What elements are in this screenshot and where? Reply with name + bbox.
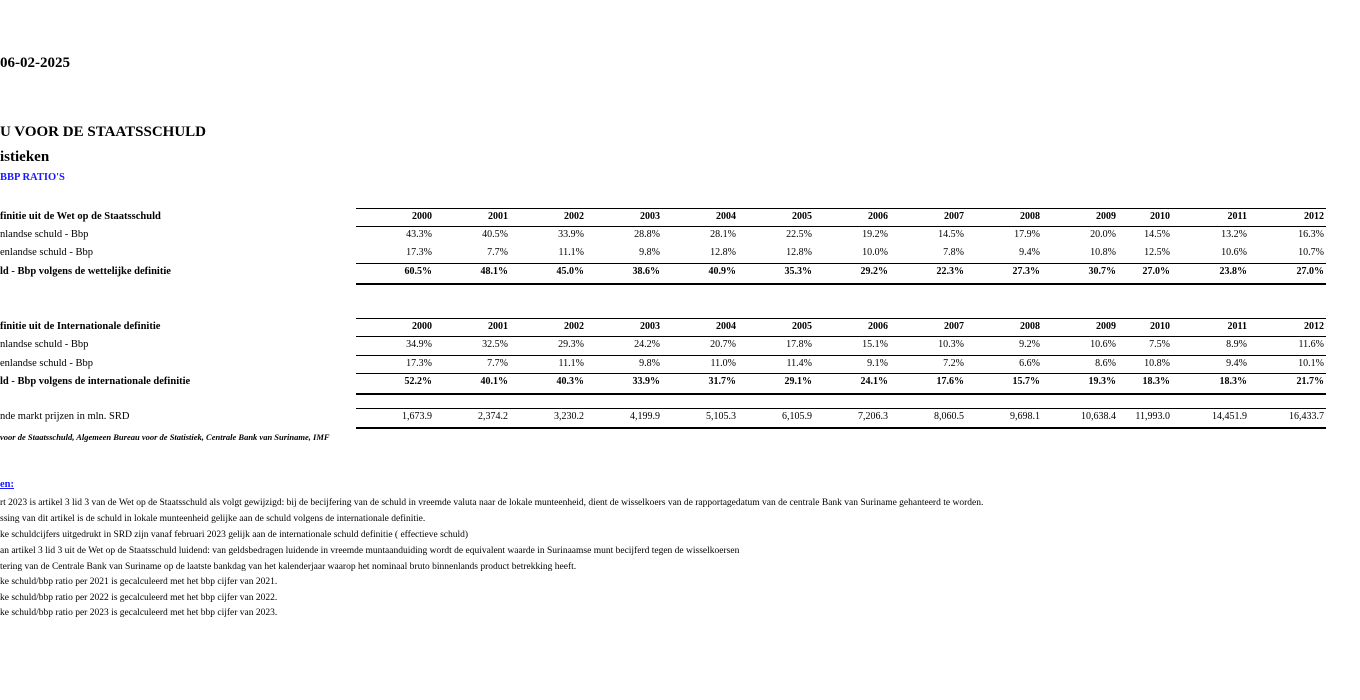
table-cell: 7.8% <box>943 247 964 258</box>
section2-bottom-rule <box>356 393 1326 395</box>
table-cell: 2008 <box>1020 321 1040 332</box>
report-title: U VOOR DE STAATSSCHULD <box>0 124 206 140</box>
section2-header-label: finitie uit de Internationale definitie <box>0 321 161 332</box>
table-cell: 9.1% <box>867 358 888 369</box>
table-cell: 43.3% <box>406 229 432 240</box>
table-cell: 6,105.9 <box>782 411 812 422</box>
table-cell: 2006 <box>868 321 888 332</box>
table-cell: 7,206.3 <box>858 411 888 422</box>
table-cell: 16.3% <box>1298 229 1324 240</box>
row-label: nlandse schuld - Bbp <box>0 229 89 240</box>
table-cell: 24.2% <box>634 339 660 350</box>
table-cell: 10.8% <box>1090 247 1116 258</box>
table-cell: 2003 <box>640 211 660 222</box>
table-cell: 16,433.7 <box>1289 411 1324 422</box>
table-cell: 2011 <box>1227 321 1247 332</box>
note-line: ke schuld/bbp ratio per 2022 is gecalculeerd met het bbp cijfer van 2022. <box>0 593 278 603</box>
table-cell: 34.9% <box>406 339 432 350</box>
table-cell: 17.9% <box>1014 229 1040 240</box>
table-cell: 33.9% <box>632 376 660 387</box>
table-cell: 22.3% <box>936 266 964 277</box>
report-date: 06-02-2025 <box>0 55 70 71</box>
table-cell: 17.3% <box>406 358 432 369</box>
note-line: ssing van dit artikel is de schuld in lokale munteenheid gelijke aan de schuld volgens de internationale definitie. <box>0 514 426 524</box>
table-cell: 2004 <box>716 211 736 222</box>
table-cell: 2007 <box>944 211 964 222</box>
table-cell: 19.2% <box>862 229 888 240</box>
table-cell: 2,374.2 <box>478 411 508 422</box>
table-cell: 29.1% <box>784 376 812 387</box>
table-cell: 8.6% <box>1095 358 1116 369</box>
section1-total-rule <box>356 263 1326 264</box>
section1-bottom-rule <box>356 283 1326 285</box>
table-cell: 18.3% <box>1142 376 1170 387</box>
table-cell: 2012 <box>1304 211 1324 222</box>
section2-header-rule <box>356 336 1326 337</box>
row-label: enlandse schuld - Bbp <box>0 247 94 258</box>
table-cell: 11.0% <box>710 358 736 369</box>
table-cell: 2005 <box>792 211 812 222</box>
table-cell: 24.1% <box>860 376 888 387</box>
row-label: enlandse schuld - Bbp <box>0 358 94 369</box>
table-cell: 5,105.3 <box>706 411 736 422</box>
table-cell: 28.8% <box>634 229 660 240</box>
table-cell: 45.0% <box>556 266 584 277</box>
table-cell: 2010 <box>1150 211 1170 222</box>
note-line: ke schuldcijfers uitgedrukt in SRD zijn vanaf februari 2023 gelijk aan de internationale schuld definitie ( effectieve schuld) <box>0 530 469 540</box>
section2-total-rule <box>356 373 1326 374</box>
table-row <box>0 229 1360 247</box>
gdp-label: nde markt prijzen in mln. SRD <box>0 411 130 422</box>
table-cell: 2012 <box>1304 321 1324 332</box>
table-cell: 10.8% <box>1144 358 1170 369</box>
table-cell: 2000 <box>412 321 432 332</box>
table-cell: 8.9% <box>1226 339 1247 350</box>
table-cell: 2007 <box>944 321 964 332</box>
table-cell: 2005 <box>792 321 812 332</box>
section1-top-rule <box>356 208 1326 209</box>
table-cell: 11,993.0 <box>1135 411 1170 422</box>
table-cell: 15.7% <box>1012 376 1040 387</box>
table-cell: 2009 <box>1096 211 1116 222</box>
table-cell: 9.2% <box>1019 339 1040 350</box>
total-label: ld - Bbp volgens de internationale definitie <box>0 376 191 387</box>
section1-total-row <box>0 266 1360 284</box>
table-cell: 22.5% <box>786 229 812 240</box>
table-cell: 21.7% <box>1296 376 1324 387</box>
table-cell: 2009 <box>1096 321 1116 332</box>
table-cell: 17.3% <box>406 247 432 258</box>
table-cell: 10.3% <box>938 339 964 350</box>
report-subtitle: istieken <box>0 149 50 165</box>
table-cell: 6.6% <box>1019 358 1040 369</box>
table-cell: 9.4% <box>1226 358 1247 369</box>
table-cell: 29.2% <box>860 266 888 277</box>
table-cell: 10.6% <box>1221 247 1247 258</box>
table-cell: 10.6% <box>1090 339 1116 350</box>
note-line: an artikel 3 lid 3 uit de Wet op de Staatsschuld luidend: van geldsbedragen luidende in vreemde muntaanduiding wordt de equivalent waarde in Surinaamse munt becijferd tegen de wisselkoersen <box>0 546 740 556</box>
table-cell: 18.3% <box>1219 376 1247 387</box>
table-cell: 10,638.4 <box>1081 411 1116 422</box>
note-line: ke schuld/bbp ratio per 2023 is gecalculeerd met het bbp cijfer van 2023. <box>0 608 278 618</box>
table-cell: 14.5% <box>938 229 964 240</box>
table-cell: 40.1% <box>480 376 508 387</box>
table-cell: 11.4% <box>786 358 812 369</box>
section2-top-rule <box>356 318 1326 319</box>
note-line: ke schuld/bbp ratio per 2021 is gecalculeerd met het bbp cijfer van 2021. <box>0 577 278 587</box>
gdp-bottom-rule <box>356 427 1326 429</box>
table-cell: 27.0% <box>1296 266 1324 277</box>
table-cell: 38.6% <box>632 266 660 277</box>
table-cell: 2003 <box>640 321 660 332</box>
note-line: tering van de Centrale Bank van Suriname op de laatste bankdag van het kalenderjaar waarop het nominaal bruto binnenlands product betrekking heeft. <box>0 562 577 572</box>
table-cell: 11.6% <box>1298 339 1324 350</box>
table-cell: 10.7% <box>1298 247 1324 258</box>
table-cell: 12.8% <box>710 247 736 258</box>
table-cell: 17.6% <box>936 376 964 387</box>
table-cell: 15.1% <box>862 339 888 350</box>
table-cell: 27.0% <box>1142 266 1170 277</box>
row-label: nlandse schuld - Bbp <box>0 339 89 350</box>
table-cell: 28.1% <box>710 229 736 240</box>
table-cell: 2001 <box>488 211 508 222</box>
table-cell: 2010 <box>1150 321 1170 332</box>
table-cell: 17.8% <box>786 339 812 350</box>
table-cell: 2002 <box>564 211 584 222</box>
table-cell: 20.0% <box>1090 229 1116 240</box>
source-line: voor de Staatsschuld, Algemeen Bureau voor de Statistiek, Centrale Bank van Suriname, IMF <box>0 432 330 442</box>
table-cell: 12.8% <box>786 247 812 258</box>
table-cell: 9.8% <box>639 358 660 369</box>
notes-heading: en: <box>0 479 14 490</box>
report-section-title: BBP RATIO'S <box>0 172 65 183</box>
table-cell: 2000 <box>412 211 432 222</box>
table-cell: 13.2% <box>1221 229 1247 240</box>
table-cell: 27.3% <box>1012 266 1040 277</box>
table-cell: 2004 <box>716 321 736 332</box>
table-cell: 20.7% <box>710 339 736 350</box>
table-cell: 10.1% <box>1298 358 1324 369</box>
table-cell: 30.7% <box>1088 266 1116 277</box>
section2-total-row <box>0 376 1360 394</box>
table-cell: 29.3% <box>558 339 584 350</box>
table-cell: 8,060.5 <box>934 411 964 422</box>
section1-header-label: finitie uit de Wet op de Staatsschuld <box>0 211 161 222</box>
note-line: rt 2023 is artikel 3 lid 3 van de Wet op de Staatsschuld als volgt gewijzigd: bij de becijfering van de schuld in vreemde valuta naar de lokale munteenheid, dient de wisselkoers van de rapportagedatum van de centrale Bank van Suriname gehanteerd te worden. <box>0 498 984 508</box>
table-cell: 9,698.1 <box>1010 411 1040 422</box>
table-cell: 14.5% <box>1144 229 1170 240</box>
table-cell: 7.7% <box>487 247 508 258</box>
table-cell: 19.3% <box>1088 376 1116 387</box>
table-cell: 14,451.9 <box>1212 411 1247 422</box>
table-cell: 7.7% <box>487 358 508 369</box>
table-cell: 11.1% <box>558 358 584 369</box>
table-cell: 35.3% <box>784 266 812 277</box>
table-cell: 10.0% <box>862 247 888 258</box>
table-cell: 2008 <box>1020 211 1040 222</box>
table-cell: 7.5% <box>1149 339 1170 350</box>
gdp-top-rule <box>356 408 1326 409</box>
table-cell: 40.3% <box>556 376 584 387</box>
table-cell: 60.5% <box>404 266 432 277</box>
table-cell: 3,230.2 <box>554 411 584 422</box>
table-cell: 40.9% <box>708 266 736 277</box>
section1-header-rule <box>356 226 1326 227</box>
table-cell: 2001 <box>488 321 508 332</box>
table-cell: 9.4% <box>1019 247 1040 258</box>
table-cell: 2006 <box>868 211 888 222</box>
table-cell: 31.7% <box>708 376 736 387</box>
table-cell: 9.8% <box>639 247 660 258</box>
table-cell: 48.1% <box>480 266 508 277</box>
table-cell: 33.9% <box>558 229 584 240</box>
table-cell: 4,199.9 <box>630 411 660 422</box>
table-cell: 11.1% <box>558 247 584 258</box>
table-cell: 2011 <box>1227 211 1247 222</box>
section2-row-rule <box>356 355 1326 356</box>
table-cell: 2002 <box>564 321 584 332</box>
table-cell: 40.5% <box>482 229 508 240</box>
table-cell: 12.5% <box>1144 247 1170 258</box>
table-cell: 32.5% <box>482 339 508 350</box>
total-label: ld - Bbp volgens de wettelijke definitie <box>0 266 171 277</box>
table-cell: 1,673.9 <box>402 411 432 422</box>
table-cell: 23.8% <box>1219 266 1247 277</box>
table-cell: 7.2% <box>943 358 964 369</box>
table-cell: 52.2% <box>404 376 432 387</box>
